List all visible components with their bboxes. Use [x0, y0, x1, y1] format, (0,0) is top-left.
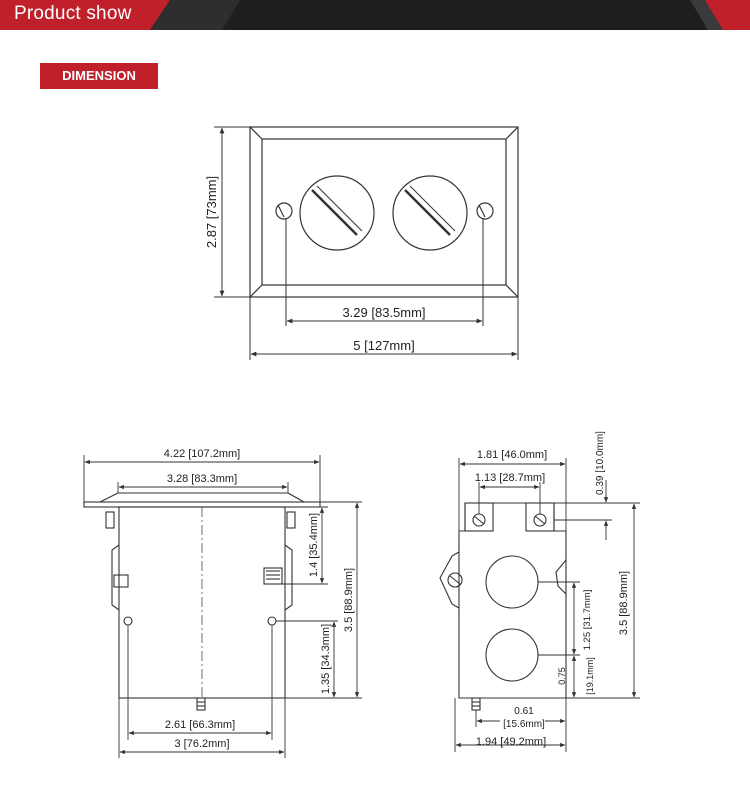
- receptacle-cap-right: [393, 176, 467, 250]
- cover-plate-view: [250, 127, 518, 297]
- side-screw-offset-mm: [15.6mm]: [503, 719, 545, 730]
- front-flange-height-label: 1.4 [35.4mm]: [308, 512, 320, 578]
- side-top-width-label: 1.81 [46.0mm]: [476, 449, 548, 461]
- front-dimensions: [84, 455, 362, 758]
- front-hole-right: [268, 617, 276, 625]
- front-top-flange: [84, 502, 320, 507]
- side-knockout-lower: [486, 629, 538, 681]
- side-box-body: [459, 503, 566, 698]
- plate-dimensions: [214, 127, 518, 360]
- plate-outer-edge: [250, 127, 518, 297]
- receptacle-cap-left: [300, 176, 374, 250]
- front-hole-spacing-label: 2.61 [66.3mm]: [164, 719, 236, 731]
- side-bottom-width-label: 1.94 [49.2mm]: [475, 736, 547, 748]
- page-title: Product show: [14, 3, 132, 24]
- side-knockout-spacing-label: 1.25 [31.7mm]: [582, 589, 593, 651]
- side-knockout-upper: [486, 556, 538, 608]
- side-screw-offset-value: 0.61: [514, 706, 534, 717]
- box-side-view: [440, 503, 566, 710]
- side-height-label: 3.5 [88.9mm]: [618, 570, 630, 636]
- side-dimensions: [455, 458, 640, 752]
- front-inner-width-label: 3.28 [83.3mm]: [166, 473, 238, 485]
- front-body-width-label: 3 [76.2mm]: [174, 738, 230, 750]
- plate-inner-edge: [262, 139, 506, 285]
- side-knockout-bottom-value: 0.75: [557, 667, 567, 685]
- front-height-label: 3.5 [88.9mm]: [343, 567, 355, 633]
- box-front-view: [84, 493, 320, 710]
- plate-width-label: 5 [127mm]: [353, 338, 415, 353]
- plate-screw-spacing-label: 3.29 [83.5mm]: [342, 305, 426, 320]
- dimension-badge: DIMENSION: [40, 63, 158, 89]
- front-hole-height-label: 1.35 [34.3mm]: [320, 623, 332, 695]
- ground-screw: [197, 698, 205, 710]
- side-knockout-bottom-mm: [19.1mm]: [585, 657, 595, 695]
- plate-height-label: 2.87 [73mm]: [204, 175, 219, 249]
- side-tab-spacing-label: 1.13 [28.7mm]: [474, 472, 546, 484]
- front-hole-left: [124, 617, 132, 625]
- front-overall-width-label: 4.22 [107.2mm]: [163, 448, 241, 460]
- side-tab-offset-label: 0.39 [10.0mm]: [595, 431, 606, 495]
